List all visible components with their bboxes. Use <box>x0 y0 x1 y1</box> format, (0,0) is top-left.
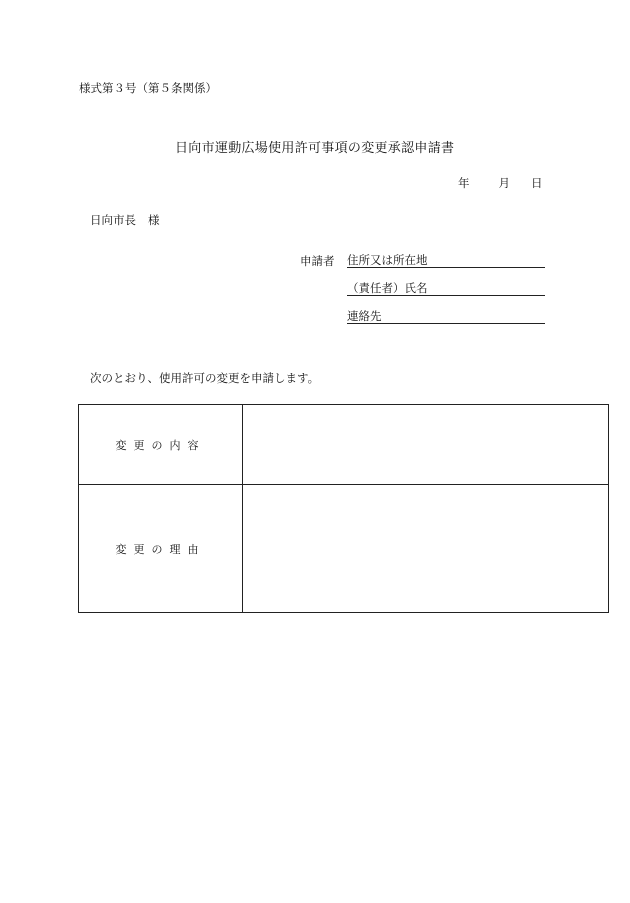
form-number: 様式第３号（第５条関係） <box>79 81 217 95</box>
change-details-table <box>78 404 609 613</box>
addressee <box>90 212 160 228</box>
table-row-change-reason <box>79 485 608 612</box>
request-statement: 次のとおり、使用許可の変更を申請します。 <box>90 371 320 385</box>
change-content-field[interactable] <box>242 405 608 484</box>
name-field[interactable] <box>347 280 545 296</box>
name-field-label: （責任者）氏名 <box>347 281 428 295</box>
contact-field-label: 連絡先 <box>347 309 382 323</box>
change-reason-label: 変更の理由 <box>79 485 243 612</box>
addressee-name: 日向市長 <box>90 213 136 227</box>
contact-field[interactable] <box>347 308 545 324</box>
applicant-label: 申請者 <box>300 254 335 268</box>
date-day-label: 日 <box>531 176 543 190</box>
document-title: 日向市運動広場使用許可事項の変更承認申請書 <box>175 141 455 156</box>
address-field-label: 住所又は所在地 <box>347 253 428 267</box>
table-row-change-content <box>79 405 608 485</box>
date-line <box>458 175 543 191</box>
address-field[interactable] <box>347 252 545 268</box>
change-reason-field[interactable] <box>242 485 608 612</box>
addressee-honorific: 様 <box>148 213 160 227</box>
date-year-label: 年 <box>458 176 470 190</box>
date-month-label: 月 <box>498 176 510 190</box>
change-content-label: 変更の内容 <box>79 405 243 484</box>
